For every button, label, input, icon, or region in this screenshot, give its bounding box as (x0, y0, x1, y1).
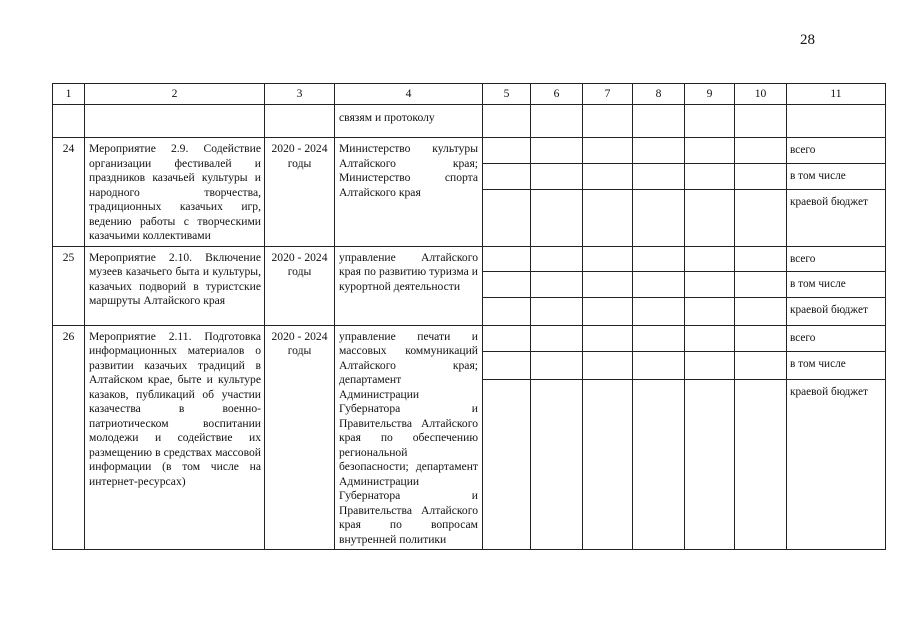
row-number: 26 (53, 325, 85, 550)
continuation-row (53, 105, 886, 138)
column-header: 11 (787, 84, 886, 105)
financing-total: всего (787, 325, 886, 352)
measure-description: Мероприятие 2.9. Содействие организации фестивалей и праздников казачьей культуры и народного творчества, традиционных казачьих игр, ведению работы с творческими казачьими коллективами (85, 138, 265, 247)
measure-description: Мероприятие 2.10. Включение музеев казачьего быта и культуры, казачьих подворий в туристские маршруты Алтайского края (85, 246, 265, 325)
financing-regional-budget: краевой бюджет (787, 297, 886, 325)
column-header: 5 (483, 84, 531, 105)
table-row (53, 325, 886, 352)
responsible-cell: Министерство культуры Алтайского края; Министерство спорта Алтайского края (335, 138, 483, 247)
years-cell: 2020 - 2024 годы (265, 246, 335, 325)
column-header: 7 (583, 84, 633, 105)
responsible-cell: управление печати и массовых коммуникаций Алтайского края; департамент Администрации Губернатора и Правительства Алтайского края по обеспечению региональной безопасности; департамент Администрации Губернатора и Правительства Алтайского края по вопросам внутренней политики (335, 325, 483, 550)
table-row (53, 138, 886, 164)
column-header: 10 (735, 84, 787, 105)
years-cell: 2020 - 2024 годы (265, 138, 335, 247)
measure-description: Мероприятие 2.11. Подготовка информационных материалов о развитии казачьих традиций в Алтайском крае, быте и культуре казаков, публикаций об участии казачества в военно-патриотическом воспитании молодежи и содействие их размещению в средствах массовой информации (в том числе на интернет-ресурсах) (85, 325, 265, 550)
row-number: 24 (53, 138, 85, 247)
responsible-cell: управление Алтайского края по развитию туризма и курортной деятельности (335, 246, 483, 325)
column-numbers-row (53, 84, 886, 105)
years-cell: 2020 - 2024 годы (265, 325, 335, 550)
financing-including: в том числе (787, 352, 886, 380)
table-row (53, 246, 886, 271)
column-header: 9 (685, 84, 735, 105)
continuation-text: связям и протоколу (335, 105, 483, 138)
page-number: 28 (800, 32, 815, 48)
financing-regional-budget: краевой бюджет (787, 379, 886, 549)
financing-including: в том числе (787, 163, 886, 190)
financing-including: в том числе (787, 271, 886, 297)
program-measures-table (52, 83, 886, 550)
column-header: 4 (335, 84, 483, 105)
column-header: 8 (633, 84, 685, 105)
financing-regional-budget: краевой бюджет (787, 190, 886, 246)
column-header: 3 (265, 84, 335, 105)
column-header: 6 (531, 84, 583, 105)
financing-total: всего (787, 246, 886, 271)
column-header: 1 (53, 84, 85, 105)
row-number: 25 (53, 246, 85, 325)
column-header: 2 (85, 84, 265, 105)
financing-total: всего (787, 138, 886, 164)
